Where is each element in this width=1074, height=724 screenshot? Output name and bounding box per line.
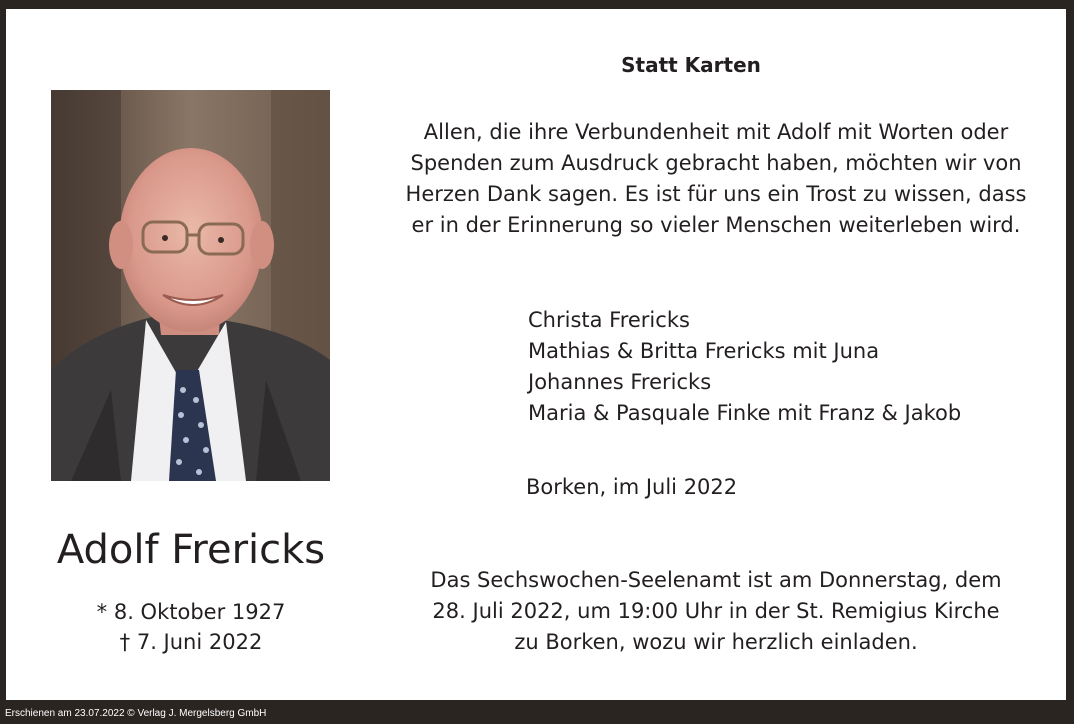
family-list [528,305,961,429]
family-member: Christa Frericks [528,308,690,332]
service-line: Das Sechswochen-Seelenamt ist am Donnerstag, dem [430,568,1002,592]
family-member: Johannes Frericks [528,370,712,394]
portrait-illustration [51,90,330,481]
notice-card [6,9,1066,700]
family-member: Maria & Pasquale Finke mit Franz & Jakob [528,401,962,425]
thanks-line: er in der Erinnerung so vieler Menschen weiterleben wird. [411,213,1021,237]
family-member: Mathias & Britta Frericks mit Juna [528,339,880,363]
service-line: 28. Juli 2022, um 19:00 Uhr in der St. Remigius Kirche [432,599,1000,623]
thanks-line: Spenden zum Ausdruck gebracht haben, möchten wir von [410,151,1022,175]
place-date: Borken, im Juli 2022 [526,475,738,499]
thanks-line: Allen, die ihre Verbundenheit mit Adolf mit Worten oder [423,120,1009,144]
service-info [386,565,1046,658]
publication-footer: Erschienen am 23.07.2022 © Verlag J. Mergelsberg GmbH [5,708,267,719]
life-dates [26,597,356,657]
thanks-line: Herzen Dank sagen. Es ist für uns ein Trost zu wissen, dass [405,182,1027,206]
notice-headline: Statt Karten [621,53,761,77]
death-date: † 7. Juni 2022 [119,630,263,654]
portrait-photo [51,90,330,481]
birth-date: * 8. Oktober 1927 [96,600,286,624]
deceased-name: Adolf Frericks [56,527,326,573]
service-line: zu Borken, wozu wir herzlich einladen. [514,630,918,654]
thanks-message [386,117,1046,241]
